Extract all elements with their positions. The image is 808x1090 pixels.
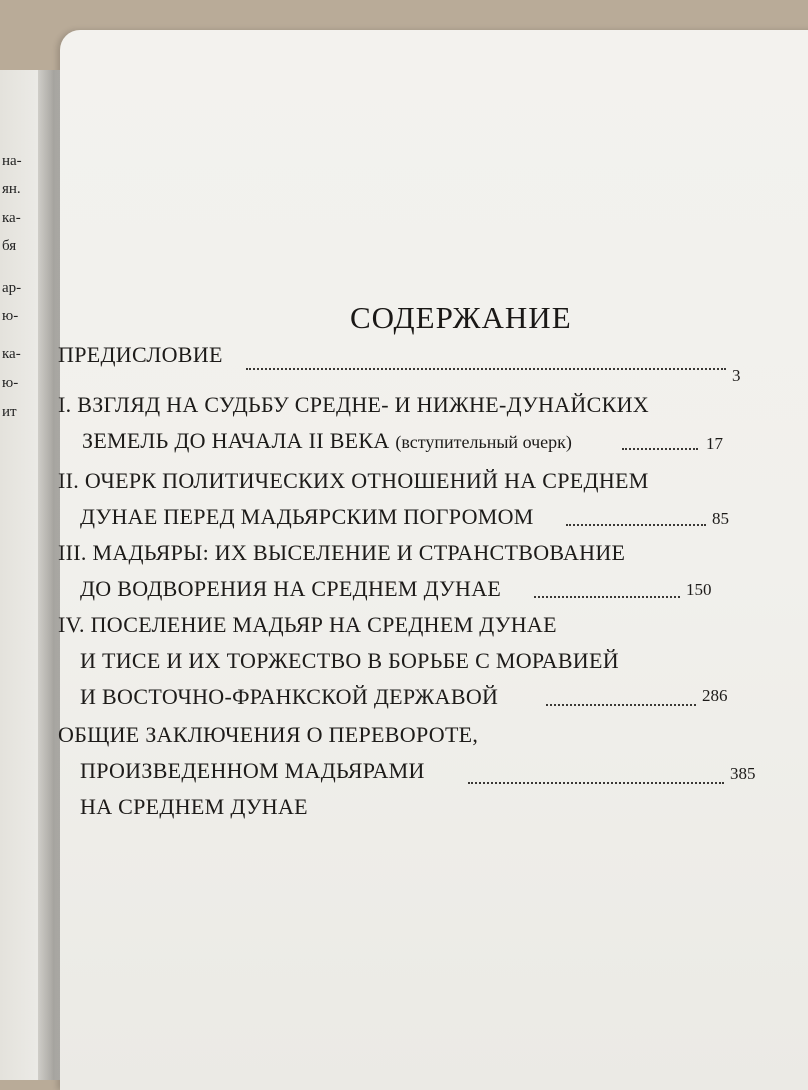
toc-leader-dots (468, 782, 724, 784)
toc-entry-line: I. ВЗГЛЯД НА СУДЬБУ СРЕДНЕ- И НИЖНЕ-ДУНАЙСКИХ (58, 392, 649, 417)
toc-leader-dots (246, 368, 726, 370)
toc-leader-dots (622, 448, 698, 450)
toc-entry-line: ДО ВОДВОРЕНИЯ НА СРЕДНЕМ ДУНАЕ (80, 576, 502, 601)
toc-entry-line: И ВОСТОЧНО-ФРАНКСКОЙ ДЕРЖАВОЙ (80, 684, 499, 709)
left-page-text: ян. (2, 181, 21, 197)
toc-page-number: 286 (702, 686, 728, 705)
toc-entry-line: ЗЕМЕЛЬ ДО НАЧАЛА II ВЕКА (82, 428, 390, 453)
toc-leader-dots (546, 704, 696, 706)
toc-entry-line-wrap (82, 428, 572, 454)
toc-leader-dots (534, 596, 680, 598)
toc-entry-line: II. ОЧЕРК ПОЛИТИЧЕСКИХ ОТНОШЕНИЙ НА СРЕДНЕМ (58, 468, 649, 493)
toc-title: СОДЕРЖАНИЕ (350, 300, 572, 335)
toc-page-number: 17 (706, 434, 723, 453)
toc-entry-line: IV. ПОСЕЛЕНИЕ МАДЬЯР НА СРЕДНЕМ ДУНАЕ (58, 612, 557, 637)
toc-leader-dots (566, 524, 706, 526)
toc-entry-line: III. МАДЬЯРЫ: ИХ ВЫСЕЛЕНИЕ И СТРАНСТВОВАНИЕ (58, 540, 626, 565)
left-page-text: ка- (2, 346, 21, 362)
left-page-text: ю- (2, 375, 19, 391)
left-page-text: ит (2, 404, 17, 420)
toc-entry-line: ОБЩИЕ ЗАКЛЮЧЕНИЯ О ПЕРЕВОРОТЕ, (58, 722, 479, 747)
toc-entry-subtitle: (вступительный очерк) (395, 432, 572, 452)
toc-entry-line: ПРОИЗВЕДЕННОМ МАДЬЯРАМИ (80, 758, 425, 783)
toc-entry-line: ПРЕДИСЛОВИЕ (58, 342, 223, 367)
toc-entry-line: ДУНАЕ ПЕРЕД МАДЬЯРСКИМ ПОГРОМОМ (80, 504, 534, 529)
left-page-text: ю- (2, 308, 19, 324)
toc-page-number: 3 (732, 366, 741, 385)
right-page (60, 30, 808, 1090)
toc-entry-line: НА СРЕДНЕМ ДУНАЕ (80, 794, 308, 819)
left-page-text: ка- (2, 210, 21, 226)
toc-entry-line: И ТИСЕ И ИХ ТОРЖЕСТВО В БОРЬБЕ С МОРАВИЕЙ (80, 648, 619, 673)
left-page-text: на- (2, 153, 22, 169)
left-page-text: бя (2, 238, 17, 254)
toc-page-number: 150 (686, 580, 712, 599)
toc-page-number: 85 (712, 509, 729, 528)
left-page-text: ар- (2, 280, 22, 296)
toc-page-number: 385 (730, 764, 756, 783)
